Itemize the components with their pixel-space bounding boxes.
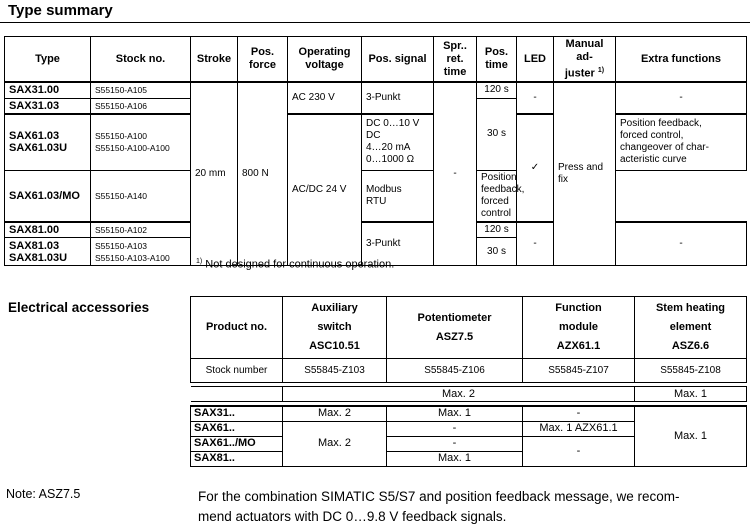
- table-row: [5, 82, 747, 98]
- pot-cell: Max. 1: [387, 406, 523, 422]
- title-rule: [0, 22, 750, 23]
- type-cell: SAX81.00: [5, 222, 91, 238]
- product-label: SAX31..: [191, 406, 283, 422]
- type-summary-title: Type summary: [8, 2, 113, 19]
- note-text: [198, 487, 738, 527]
- type-cell: SAX81.03 SAX81.03U: [5, 238, 91, 266]
- type-cell: SAX61.03 SAX61.03U: [5, 114, 91, 170]
- voltage-acdc-cell: AC/DC 24 V: [288, 114, 362, 266]
- func-cell: -: [523, 436, 635, 466]
- header-type: Type: [5, 37, 91, 83]
- stock-aux: S55845-Z103: [283, 359, 387, 383]
- aux-cell: Max. 2: [283, 406, 387, 422]
- accessories-title: Electrical accessories: [8, 300, 150, 315]
- accessories-table: [190, 296, 747, 467]
- type-cell: SAX31.03: [5, 98, 91, 114]
- header-pot: Potentiometer ASZ7.5: [387, 297, 523, 359]
- stock-stem: S55845-Z108: [635, 359, 747, 383]
- pot-cell: -: [387, 436, 523, 451]
- stock-cell: S55150-A100 S55150-A100-A100: [91, 114, 191, 170]
- header-extra: Extra functions: [616, 37, 747, 83]
- table-row: [5, 114, 747, 170]
- led-cell: ✓: [517, 114, 554, 222]
- signal-modbus-cell: Modbus RTU: [362, 170, 434, 222]
- header-stroke: Stroke: [191, 37, 238, 83]
- stem-merged-cell: Max. 1: [635, 406, 747, 467]
- footnote: $^{1)}$ Not designed for continuous operation.: [196, 258, 395, 271]
- header-force: Pos. force: [238, 37, 288, 83]
- stock-cell: S55150-A102: [91, 222, 191, 238]
- stock-label: Stock number: [191, 359, 283, 383]
- signal-3punkt-cell: 3-Punkt: [362, 82, 434, 114]
- stock-func: S55845-Z107: [523, 359, 635, 383]
- led-cell: -: [517, 82, 554, 114]
- type-cell: SAX61.03/MO: [5, 170, 91, 222]
- accessories-header-row: [191, 297, 747, 359]
- note-line: mend actuators with DC 0…9.8 V feedback signals.: [198, 509, 507, 524]
- product-label: SAX81..: [191, 451, 283, 466]
- stock-row: [191, 359, 747, 383]
- type-summary-table: [4, 36, 747, 266]
- pot-cell: Max. 1: [387, 451, 523, 466]
- header-time: Pos. time: [477, 37, 517, 83]
- stock-pot: S55845-Z106: [387, 359, 523, 383]
- aux-merged-cell: Max. 2: [283, 421, 387, 466]
- header-led: LED: [517, 37, 554, 83]
- time-cell: 30 s: [477, 238, 517, 266]
- func-cell: -: [523, 406, 635, 422]
- max-row: [191, 387, 747, 402]
- note-label: Note: ASZ7.5: [6, 487, 81, 501]
- max-1-total: Max. 1: [635, 387, 747, 402]
- signal-3punkt-cell: 3-Punkt: [362, 222, 434, 266]
- table-row: [5, 170, 747, 222]
- header-stem: Stem heating element ASZ6.6: [635, 297, 747, 359]
- stroke-cell: 20 mm: [191, 82, 238, 266]
- max-2-total: Max. 2: [283, 387, 635, 402]
- header-spr: Spr.. ret. time: [434, 37, 477, 83]
- stock-cell: S55150-A140: [91, 170, 191, 222]
- manual-cell: Press and fix: [554, 82, 616, 266]
- stock-cell: S55150-A106: [91, 98, 191, 114]
- header-manual: Manual ad- juster $^{1)}$: [554, 37, 616, 83]
- table-row: [191, 406, 747, 422]
- time-cell: 120 s: [477, 222, 517, 238]
- time-cell: 120 s: [477, 82, 517, 98]
- header-signal: Pos. signal: [362, 37, 434, 83]
- signal-analog-cell: DC 0…10 V DC 4…20 mA 0…1000 Ω: [362, 114, 434, 170]
- func-cell: Max. 1 AZX61.1: [523, 421, 635, 436]
- product-label: SAX61../MO: [191, 436, 283, 451]
- note-line: For the combination SIMATIC S5/S7 and position feedback message, we recom-: [198, 489, 680, 504]
- voltage-ac-cell: AC 230 V: [288, 82, 362, 114]
- header-product: Product no.: [191, 297, 283, 359]
- table-row: [5, 222, 747, 238]
- stock-cell: S55150-A105: [91, 82, 191, 98]
- extra-cell: Position feedback, forced control: [477, 170, 517, 222]
- header-voltage: Operating voltage: [288, 37, 362, 83]
- pot-cell: -: [387, 421, 523, 436]
- header-stock: Stock no.: [91, 37, 191, 83]
- spr-cell: -: [434, 82, 477, 266]
- extra-cell: -: [616, 222, 747, 266]
- type-cell: SAX31.00: [5, 82, 91, 98]
- stock-cell: S55150-A103 S55150-A103-A100: [91, 238, 191, 266]
- header-aux: Auxiliary switch ASC10.51: [283, 297, 387, 359]
- time-cell: 30 s: [477, 98, 517, 170]
- type-summary-header-row: [5, 37, 747, 83]
- extra-cell: Position feedback, forced control, changeover of char- acteristic curve: [616, 114, 747, 170]
- header-func: Function module AZX61.1: [523, 297, 635, 359]
- led-cell: -: [517, 222, 554, 266]
- extra-cell: -: [616, 82, 747, 114]
- force-cell: 800 N: [238, 82, 288, 266]
- product-label: SAX61..: [191, 421, 283, 436]
